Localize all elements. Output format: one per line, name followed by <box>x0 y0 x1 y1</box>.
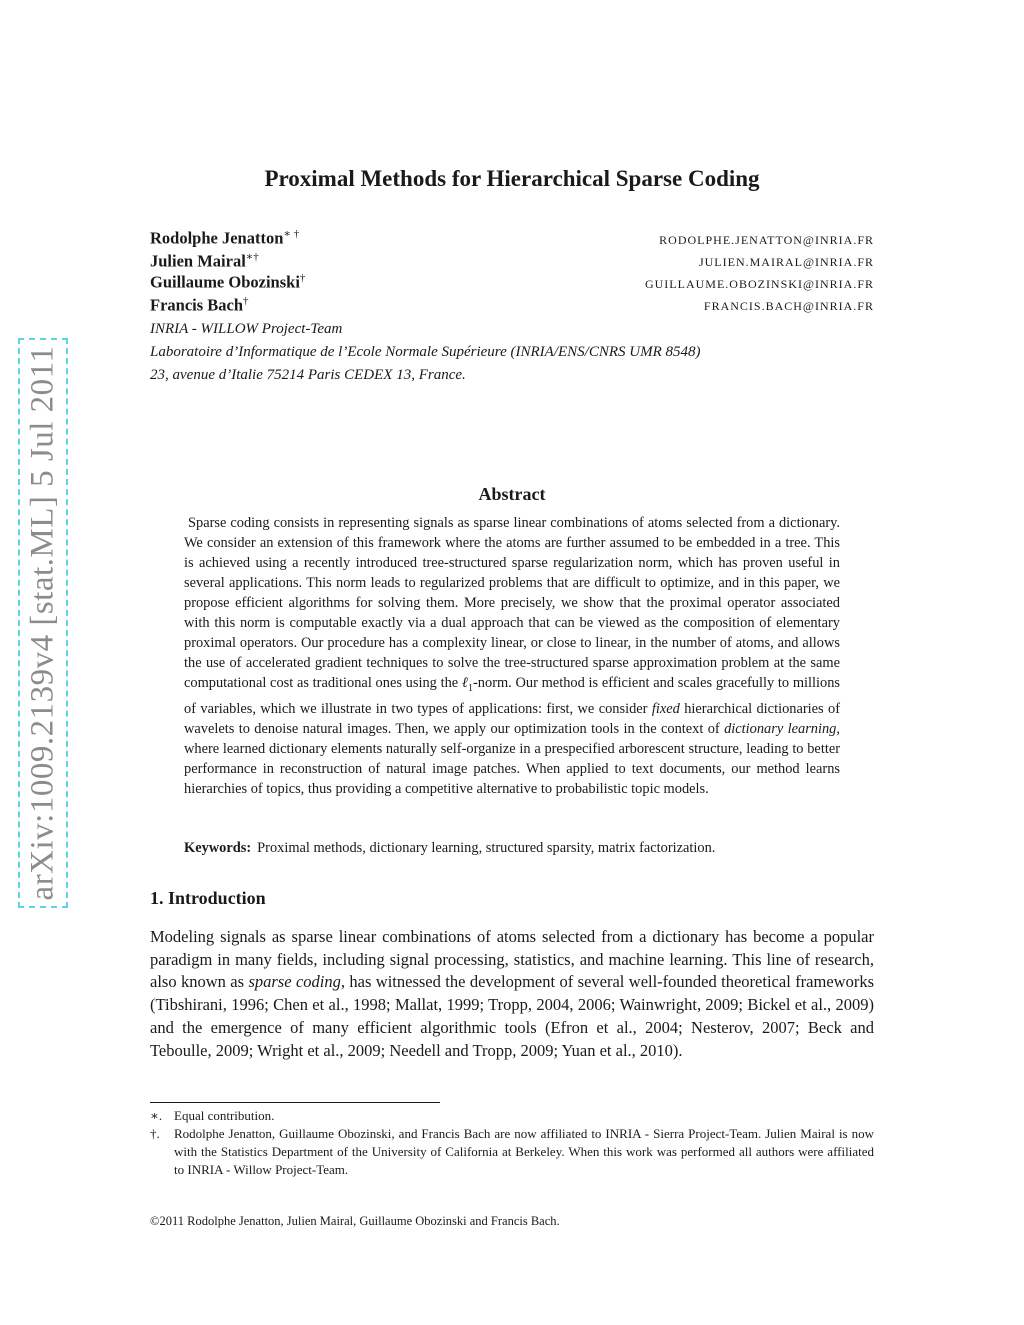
author-name: Rodolphe Jenatton∗ † <box>150 228 300 248</box>
author-name: Francis Bach† <box>150 294 249 314</box>
author-list <box>150 227 874 317</box>
author-row <box>150 227 874 250</box>
affiliation-line: Laboratoire d’Informatique de l’Ecole Normale Supérieure (INRIA/ENS/CNRS UMR 8548) <box>150 344 701 360</box>
footnote-text: Equal contribution. <box>174 1108 275 1123</box>
footnote-divider <box>150 1102 440 1103</box>
author-email[interactable]: GUILLAUME.OBOZINSKI@INRIA.FR <box>644 276 874 291</box>
footnote-mark: ∗. <box>150 1108 163 1123</box>
abstract-paragraph: Sparse coding consists in representing signals as sparse linear combinations of atoms selected from a dictionary. We consider an extension of this framework where the atoms are further assumed to be embedded in a tree. This is achieved using a recently introduced tree-structured sparse regularization norm, which has proven useful in several applications. This norm leads to regularized problems that are difficult to optimize, and in this paper, we propose efficient algorithms for solving them. More precisely, we show that the proximal operator associated with this norm is computable exactly via a dual approach that can be viewed as the composition of elementary proximal operators. Our procedure has a complexity linear, or close to linear, in the number of atoms, and allows the use of accelerated gradient techniques to solve the tree-structured sparse approximation problem at the same computational cost as traditional ones using the ℓ$_1$-norm. Our method is efficient and scales gracefully to millions of variables, which we illustrate in two types of applications: first, we consider fixed hierarchical dictionaries of wavelets to denoise natural images. Then, we apply our optimization tools in the context of dictionary learning, where learned dictionary elements naturally self-organize in a prespecified arborescent structure, leading to better performance in reconstruction of natural image patches. When applied to text documents, our method learns hierarchies of topics, thus providing a competitive alternative to probabilistic topic models. <box>184 515 840 797</box>
footnote <box>150 1125 874 1179</box>
introduction-paragraph: Modeling signals as sparse linear combinations of atoms selected from a dictionary has become a popular paradigm in many fields, including signal processing, statistics, and machine learning. This line of research, also known as sparse coding, has witnessed the development of several well-founded theoretical frameworks (Tibshirani, 1996; Chen et al., 1998; Mallat, 1999; Tropp, 2004, 2006; Wainwright, 2009; Bickel et al., 2009) and the emergence of many efficient algorithmic tools (Efron et al., 2004; Nesterov, 2007; Beck and Teboulle, 2009; Wright et al., 2009; Needell and Tropp, 2009; Yuan et al., 2010). <box>150 927 874 1060</box>
keywords <box>184 838 840 858</box>
keywords-text: Proximal methods, dictionary learning, structured sparsity, matrix factorization. <box>257 840 716 856</box>
affiliation-line: 23, avenue d’Italie 75214 Paris CEDEX 13, France. <box>150 367 466 383</box>
footnote <box>150 1107 874 1125</box>
arxiv-stamp-text: arXiv:1009.2139v4 [stat.ML] 5 Jul 2011 <box>24 345 61 901</box>
affiliation-line: INRIA - WILLOW Project-Team <box>150 321 343 337</box>
author-email[interactable]: JULIEN.MAIRAL@INRIA.FR <box>698 255 874 269</box>
author-email[interactable]: RODOLPHE.JENATTON@INRIA.FR <box>659 232 874 247</box>
arxiv-stamp[interactable] <box>18 338 68 908</box>
copyright-notice: ©2011 Rodolphe Jenatton, Julien Mairal, Guillaume Obozinski and Francis Bach. <box>150 1214 560 1228</box>
keywords-label: Keywords: <box>184 840 252 856</box>
author-row <box>150 295 874 318</box>
footnote-text: Rodolphe Jenatton, Guillaume Obozinski, and Francis Bach are now affiliated to INRIA - Sierra Project-Team. Julien Mairal is now with the Statistics Department of the University of California at Berkeley. When this work was performed all authors were affiliated to INRIA - Willow Project-Team. <box>174 1126 874 1177</box>
footnotes <box>150 1107 874 1179</box>
paper-title: Proximal Methods for Hierarchical Sparse Coding <box>264 166 760 191</box>
affiliation <box>150 318 700 387</box>
author-name: Guillaume Obozinski† <box>150 272 306 292</box>
section-heading-introduction: 1. Introduction <box>150 888 266 908</box>
author-email[interactable]: FRANCIS.BACH@INRIA.FR <box>703 299 874 313</box>
footnote-mark: †. <box>150 1126 160 1141</box>
author-name: Julien Mairal∗† <box>150 250 259 270</box>
author-row <box>150 250 874 273</box>
introduction-body <box>150 926 874 1062</box>
author-row <box>150 272 874 295</box>
abstract-body <box>184 513 840 799</box>
abstract-heading: Abstract <box>478 484 546 504</box>
